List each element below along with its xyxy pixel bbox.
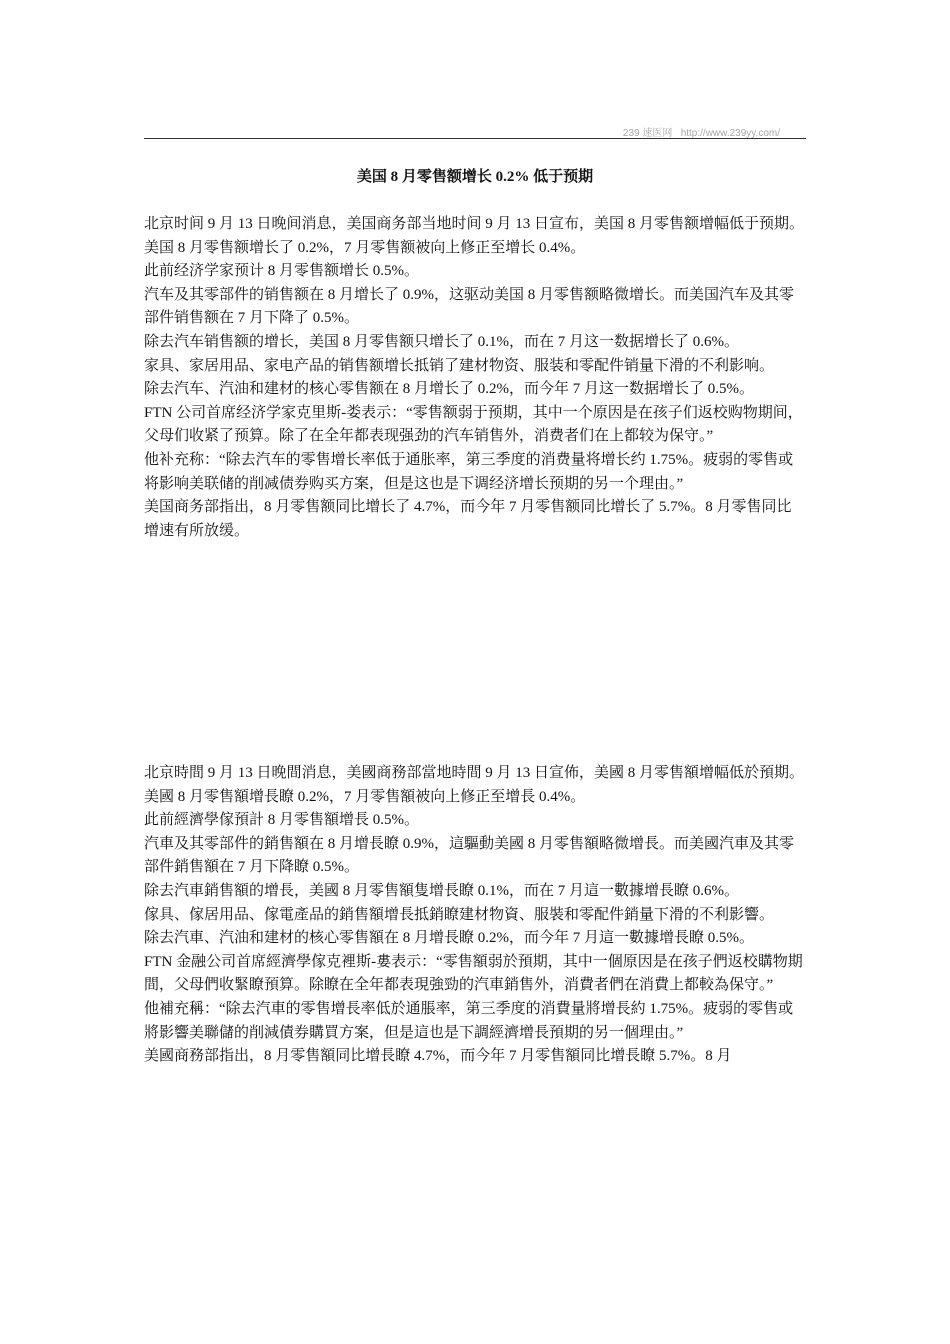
paragraph: 美国 8 月零售额增长了 0.2%，7 月零售额被向上修正至增长 0.4%。 xyxy=(144,239,586,256)
paragraph: 此前经济学家预计 8 月零售额增长 0.5%。 xyxy=(144,263,419,280)
paragraph: 家具、家居用品、家电产品的销售额增长抵销了建材物资、服装和零配件销量下滑的不利影响。 xyxy=(144,357,775,374)
paragraph: 汽车及其零部件的销售额在 8 月增长了 0.9%，这驱动美国 8 月零售额略微增长。而美国汽车及其零部件销售额在 7 月下降了 0.5%。 xyxy=(144,286,794,327)
paragraph: 傢具、傢居用品、傢電產品的銷售額增長抵銷瞭建材物資、服裝和零配件銷量下滑的不利影響。 xyxy=(144,906,775,923)
paragraph: 除去汽車、汽油和建材的核心零售額在 8 月增長瞭 0.2%，而今年 7 月這一數據增長瞭 0.5%。 xyxy=(144,930,754,947)
article-simplified xyxy=(144,213,806,543)
paragraph: 北京時間 9 月 13 日晚間消息，美國商務部當地時間 9 月 13 日宣佈，美國 8 月零售額增幅低於預期。 xyxy=(144,765,805,781)
article-traditional xyxy=(144,762,806,1069)
paragraph: 北京时间 9 月 13 日晚间消息，美国商务部当地时间 9 月 13 日宣布，美国 8 月零售额增幅低于预期。 xyxy=(144,216,805,232)
paragraph: FTN 金融公司首席經濟學傢克裡斯-婁表示：“零售額弱於預期，其中一個原因是在孩子們返校購物期間，父母們收緊瞭預算。除瞭在全年都表現強勁的汽車銷售外，消費者們在消費上都較為保守。” xyxy=(144,953,803,994)
paragraph: 美國商務部指出，8 月零售額同比增長瞭 4.7%，而今年 7 月零售額同比增長瞭 5.7%。8 月 xyxy=(144,1048,732,1065)
article-title: 美国 8 月零售额增长 0.2% 低于预期 xyxy=(356,169,594,185)
paragraph: 除去汽車銷售額的增長，美國 8 月零售額隻增長瞭 0.1%，而在 7 月這一數據增長瞭 0.6%。 xyxy=(144,882,739,899)
paragraph: 他补充称：“除去汽车的零售增长率低于通胀率，第三季度的消费量将增长约 1.75%。疲弱的零售或将影响美联储的削减债券购买方案，但是这也是下调经济增长预期的另一个理由。” xyxy=(144,451,794,492)
paragraph: 此前經濟學傢預計 8 月零售額增長 0.5%。 xyxy=(144,812,419,829)
paragraph: 除去汽车销售额的增长，美国 8 月零售额只增长了 0.1%，而在 7 月这一数据增长了 0.6%。 xyxy=(144,333,739,350)
paragraph: 除去汽车、汽油和建材的核心零售额在 8 月增长了 0.2%，而今年 7 月这一数据增长了 0.5%。 xyxy=(144,381,754,398)
page-header xyxy=(144,124,806,139)
paragraph: 他補充稱：“除去汽車的零售增長率低於通脹率，第三季度的消費量將增長約 1.75%。疲弱的零售或將影響美聯儲的削減債券購買方案，但是這也是下調經濟增長預期的另一個理由。” xyxy=(144,1000,794,1041)
header-source-text: 239 速医网 http://www.239yy.com/ xyxy=(622,128,780,139)
paragraph: 美国商务部指出，8 月零售额同比增长了 4.7%，而今年 7 月零售额同比增长了 5.7%。8 月零售同比增速有所放缓。 xyxy=(144,499,792,539)
paragraph: 汽車及其零部件的銷售額在 8 月增長瞭 0.9%，這驅動美國 8 月零售額略微增長。而美國汽車及其零部件銷售額在 7 月下降瞭 0.5%。 xyxy=(144,835,794,876)
paragraph: FTN 公司首席经济学家克里斯-娄表示：“零售额弱于预期，其中一个原因是在孩子们返校购物期间，父母们收紧了预算。除了在全年都表现强劲的汽车销售外，消费者们在上都较为保守。” xyxy=(144,404,803,445)
paragraph: 美國 8 月零售額增長瞭 0.2%，7 月零售額被向上修正至增長 0.4%。 xyxy=(144,788,586,805)
